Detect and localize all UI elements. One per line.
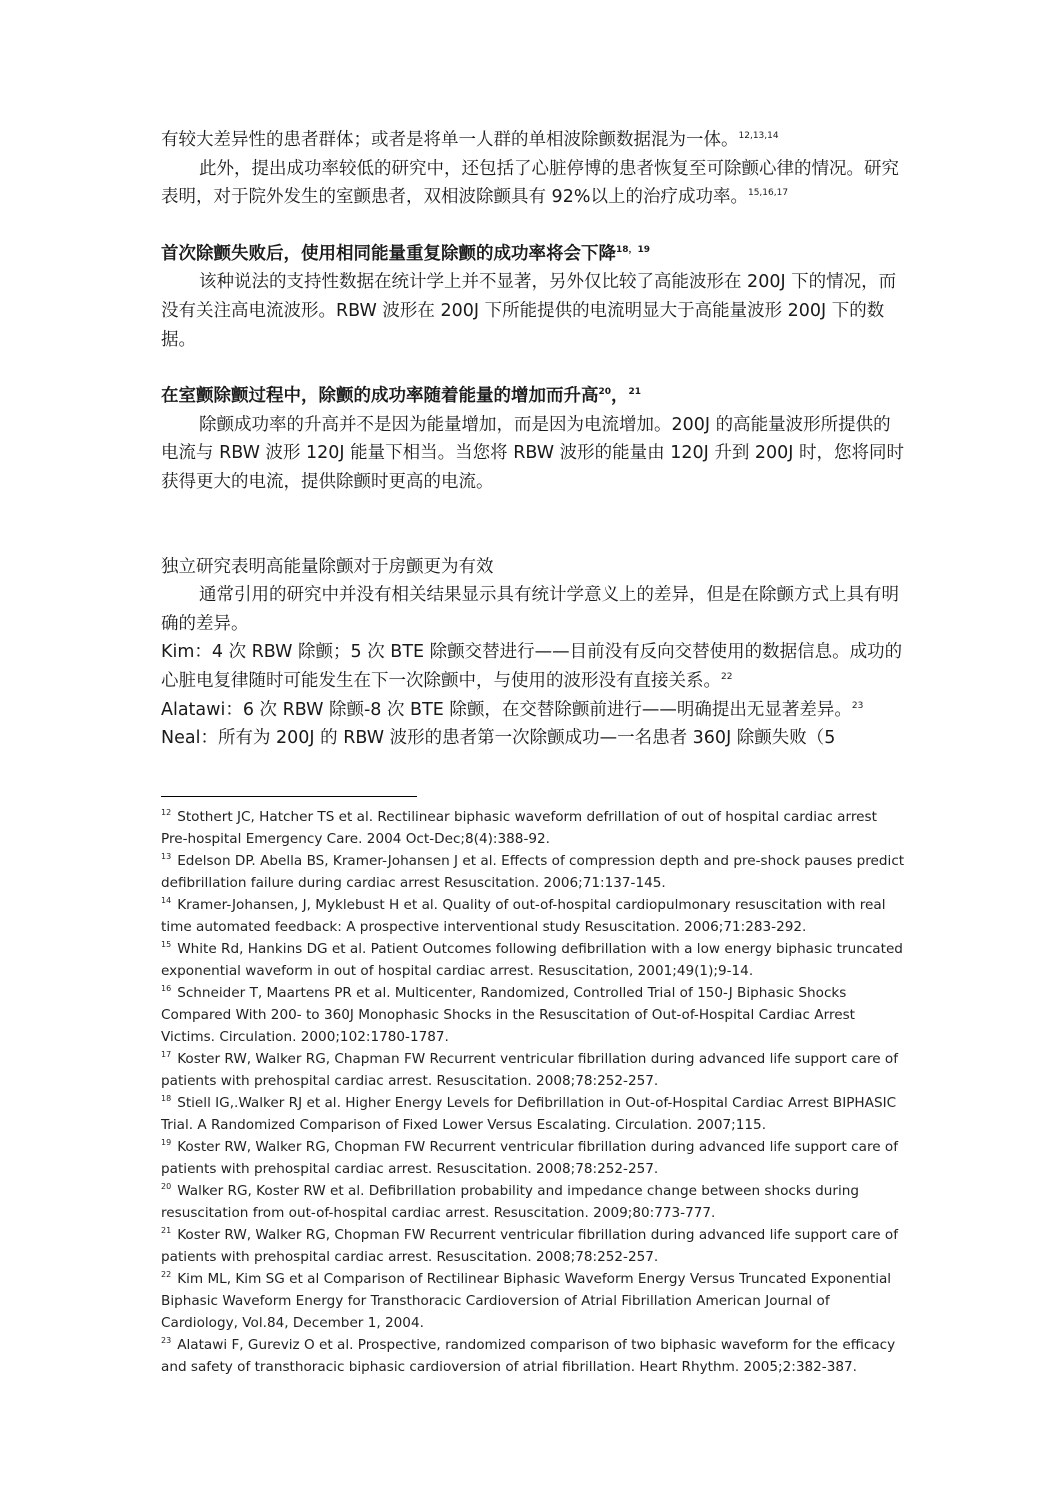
footnote-item	[161, 850, 906, 894]
footnote-number: 15	[161, 940, 172, 950]
footnote-item	[161, 1048, 906, 1092]
paragraph: 此外，提出成功率较低的研究中，还包括了心脏停博的患者恢复至可除颤心律的情况。研究表明，对于院外发生的室颤患者，双相波除颤具有 92%以上的治疗成功率。$^{15,16,17}$	[161, 158, 899, 208]
footnote-text: Walker RG, Koster RW et al. Defibrillation probability and impedance change between shocks during resuscitation from out-of-hospital cardiac arrest. Resuscitation. 2009;80:773-777.	[161, 1183, 859, 1221]
section-heading: 独立研究表明高能量除颤对于房颤更为有效	[161, 556, 494, 577]
paragraph: 除颤成功率的升高并不是因为能量增加，而是因为电流增加。200J 的高能量波形所提供的电流与 RBW 波形 120J 能量下相当。当您将 RBW 波形的能量由 120J 升到 200J 时，您将同时获得更大的电流，提供除颤时更高的电流。	[161, 414, 905, 492]
footnote-number: 23	[161, 1336, 172, 1346]
footnote-ref[interactable]: 21	[628, 387, 642, 398]
footnote-ref[interactable]: 12,13,14	[738, 131, 779, 142]
paragraph: Alatawi：6 次 RBW 除颤-8 次 BTE 除颤，在交替除颤前进行——明确提出无显著差异。$^{23}$	[161, 699, 864, 720]
footnote-number: 22	[161, 1270, 172, 1280]
footnote-item	[161, 894, 906, 938]
paragraph: Kim：4 次 RBW 除颤；5 次 BTE 除颤交替进行——目前没有反向交替使用的数据信息。成功的心脏电复律随时可能发生在下一次除颤中，与使用的波形没有直接关系。$^{22}$	[161, 642, 903, 691]
footnote-number: 18	[161, 1094, 172, 1104]
footnote-ref[interactable]: 20	[598, 387, 612, 398]
footnote-ref[interactable]: 18，19	[616, 244, 651, 255]
section-heading: 首次除颤失败后，使用相同能量重复除颤的成功率将会下降$^{18,19}$	[161, 243, 651, 264]
footnote-item	[161, 938, 906, 982]
footnote-number: 19	[161, 1138, 172, 1148]
body-text	[161, 126, 906, 753]
footnote-item	[161, 1180, 906, 1224]
footnotes	[161, 806, 906, 1378]
footnote-item	[161, 1334, 906, 1378]
footnote-text: Schneider T, Maartens PR et al. Multicenter, Randomized, Controlled Trial of 150-J Biphasic Shocks Compared With 200- to 360J Monophasic Shocks in the Resuscitation of Out-of-Hospital Cardiac Arrest Victims. Circulation. 2000;102:1780-1787.	[161, 985, 856, 1045]
footnote-text: Kramer-Johansen, J, Myklebust H et al. Quality of out-of-hospital cardiopulmonary resuscitation with real time automated feedback: A prospective interventional study Resuscitation. 2006;71:283-292.	[161, 897, 886, 935]
footnote-text: Stothert JC, Hatcher TS et al. Rectilinear biphasic waveform defrillation of out of hospital cardiac arrest Pre-hospital Emergency Care. 2004 Oct-Dec;8(4):388-92.	[161, 809, 877, 847]
footnote-divider	[161, 796, 417, 797]
footnote-text: White Rd, Hankins DG et al. Patient Outcomes following defibrillation with a low energy biphasic truncated exponential waveform in out of hospital cardiac arrest. Resuscitation, 2001;49(1);9-14.	[161, 941, 903, 979]
footnote-number: 13	[161, 852, 172, 862]
footnote-item	[161, 806, 906, 850]
footnote-number: 21	[161, 1226, 172, 1236]
footnote-text: Kim ML, Kim SG et al Comparison of Rectilinear Biphasic Waveform Energy Versus Truncated Exponential Biphasic Waveform Energy for Transthoracic Cardioversion of Atrial Fibrillation American Journal of Cardiology, Vol.84, December 1, 2004.	[161, 1271, 892, 1331]
footnote-number: 17	[161, 1050, 172, 1060]
paragraph: 有较大差异性的患者群体；或者是将单一人群的单相波除颤数据混为一体。$^{12,13,14}$	[161, 130, 779, 150]
footnote-ref[interactable]: 23	[851, 700, 864, 711]
footnote-text: Stiell IG,.Walker RJ et al. Higher Energy Levels for Defibrillation in Out-of-Hospital Cardiac Arrest BIPHASIC Trial. A Randomized Comparison of Fixed Lower Versus Escalating. Circulation. 2007;115.	[161, 1095, 897, 1133]
footnote-item	[161, 1092, 906, 1136]
footnote-item	[161, 1136, 906, 1180]
section-heading: 在室颤除颤过程中，除颤的成功率随着能量的增加而升高$^{20}$，$^{21}$	[161, 386, 642, 407]
footnote-text: Koster RW, Walker RG, Chapman FW Recurrent ventricular fibrillation during advanced life support care of patients with prehospital cardiac arrest. Resuscitation. 2008;78:252-257.	[161, 1051, 899, 1089]
paragraph: Neal：所有为 200J 的 RBW 波形的患者第一次除颤成功—一名患者 360J 除颤失败（5	[161, 728, 836, 749]
footnote-number: 12	[161, 808, 172, 818]
paragraph: 通常引用的研究中并没有相关结果显示具有统计学意义上的差异，但是在除颤方式上具有明确的差异。	[161, 585, 899, 634]
footnote-ref[interactable]: 22	[721, 672, 733, 683]
footnote-item	[161, 982, 906, 1048]
footnote-text: Edelson DP. Abella BS, Kramer-Johansen J et al. Effects of compression depth and pre-shock pauses predict defibrillation failure during cardiac arrest Resuscitation. 2006;71:137-145.	[161, 853, 905, 891]
footnote-number: 16	[161, 984, 172, 994]
footnote-item	[161, 1224, 906, 1268]
footnote-number: 14	[161, 896, 172, 906]
paragraph: 该种说法的支持性数据在统计学上并不显著，另外仅比较了高能波形在 200J 下的情况，而没有关注高电流波形。RBW 波形在 200J 下所能提供的电流明显大于高能量波形 200J 下的数据。	[161, 272, 897, 350]
footnote-text: Alatawi F, Gureviz O et al. Prospective, randomized comparison of two biphasic waveform for the efficacy and safety of transthoracic biphasic cardioversion of atrial fibrillation. Heart Rhythm. 2005;2:382-387.	[161, 1337, 896, 1375]
footnote-item	[161, 1268, 906, 1334]
footnote-number: 20	[161, 1182, 172, 1192]
footnote-ref[interactable]: 15,16,17	[747, 188, 789, 199]
heading-separator: ，	[611, 386, 629, 407]
footnote-text: Koster RW, Walker RG, Chopman FW Recurrent ventricular fibrillation during advanced life support care of patients with prehospital cardiac arrest. Resuscitation. 2008;78:252-257.	[161, 1227, 899, 1265]
footnote-text: Koster RW, Walker RG, Chopman FW Recurrent ventricular fibrillation during advanced life support care of patients with prehospital cardiac arrest. Resuscitation. 2008;78:252-257.	[161, 1139, 899, 1177]
